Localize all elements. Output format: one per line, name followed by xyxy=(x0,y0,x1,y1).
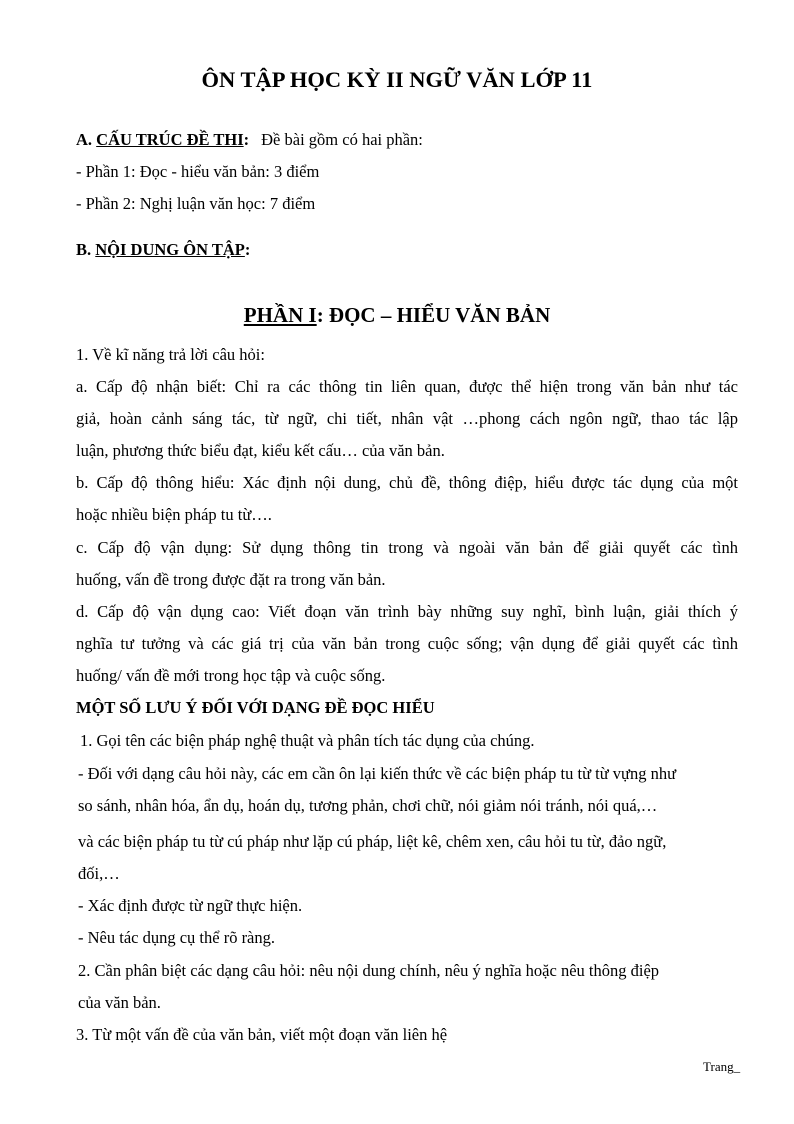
section-a-heading: A. CẤU TRÚC ĐỀ THI: Đề bài gồm có hai phần: xyxy=(76,130,423,149)
skill-a-line: luận, phương thức biểu đạt, kiểu kết cấu… của văn bản. xyxy=(76,441,445,460)
note-item-1-line: so sánh, nhân hóa, ẩn dụ, hoán dụ, tương phản, chơi chữ, nói giảm nói tránh, nói quá,… xyxy=(78,796,658,815)
skill-b-line: b. Cấp độ thông hiểu: Xác định nội dung, chủ đề, thông điệp, hiểu được tác dụng của một xyxy=(76,473,738,492)
note-item-1: 1. Gọi tên các biện pháp nghệ thuật và phân tích tác dụng của chúng. xyxy=(80,731,535,750)
note-item-1-line: - Nêu tác dụng cụ thể rõ ràng. xyxy=(78,928,276,947)
skills-intro: 1. Về kĩ năng trả lời câu hỏi: xyxy=(76,345,265,364)
section-a-part-1: - Phần 1: Đọc - hiểu văn bản: 3 điểm xyxy=(76,162,320,181)
note-item-3: 3. Từ một vấn đề của văn bản, viết một đoạn văn liên hệ xyxy=(76,1025,448,1044)
note-item-1-line: - Đối với dạng câu hỏi này, các em cần ôn lại kiến thức về các biện pháp tu từ từ vựng như xyxy=(78,764,677,783)
section-a-part-2: - Phần 2: Nghị luận văn học: 7 điểm xyxy=(76,194,316,213)
skill-b-line: hoặc nhiều biện pháp tu từ…. xyxy=(76,505,272,524)
note-item-2-line: của văn bản. xyxy=(78,993,161,1012)
skill-c-line: huống, vấn đề trong được đặt ra trong văn bản. xyxy=(76,570,386,589)
skill-d-line: huống/ vấn đề mới trong học tập và cuộc sống. xyxy=(76,666,386,685)
section-a-intro: Đề bài gồm có hai phần: xyxy=(261,130,423,149)
skill-c-line: c. Cấp độ vận dụng: Sử dụng thông tin trong và ngoài văn bản để giải quyết các tình xyxy=(76,538,738,557)
note-item-1-line: đối,… xyxy=(78,864,120,883)
page-footer: Trang_ xyxy=(703,1059,741,1074)
note-item-1-line: - Xác định được từ ngữ thực hiện. xyxy=(78,896,303,915)
part-1-title: PHẦN I: ĐỌC – HIỂU VĂN BẢN xyxy=(243,303,551,327)
notes-heading: MỘT SỐ LƯU Ý ĐỐI VỚI DẠNG ĐỀ ĐỌC HIỂU xyxy=(76,698,435,717)
note-item-2-line: 2. Cần phân biệt các dạng câu hỏi: nêu nội dung chính, nêu ý nghĩa hoặc nêu thông điệp xyxy=(78,961,660,980)
page-title: ÔN TẬP HỌC KỲ II NGỮ VĂN LỚP 11 xyxy=(201,67,593,92)
skill-d-line: d. Cấp độ vận dụng cao: Viết đoạn văn trình bày những suy nghĩ, bình luận, giải thích ý xyxy=(76,602,738,621)
skill-d-line: nghĩa tư tưởng và các giá trị của văn bản trong cuộc sống; vận dụng để giải quyết các tình xyxy=(76,634,738,653)
skill-a-line: giả, hoàn cảnh sáng tác, từ ngữ, chi tiết, nhân vật …phong cách ngôn ngữ, thao tác lập xyxy=(76,409,738,428)
skill-a-line: a. Cấp độ nhận biết: Chỉ ra các thông tin liên quan, được thể hiện trong văn bản như tác xyxy=(76,377,738,396)
note-item-1-line: và các biện pháp tu từ cú pháp như lặp cú pháp, liệt kê, chêm xen, câu hỏi tu từ, đảo ngữ, xyxy=(78,832,667,851)
section-b-heading: B. NỘI DUNG ÔN TẬP: xyxy=(76,240,251,259)
